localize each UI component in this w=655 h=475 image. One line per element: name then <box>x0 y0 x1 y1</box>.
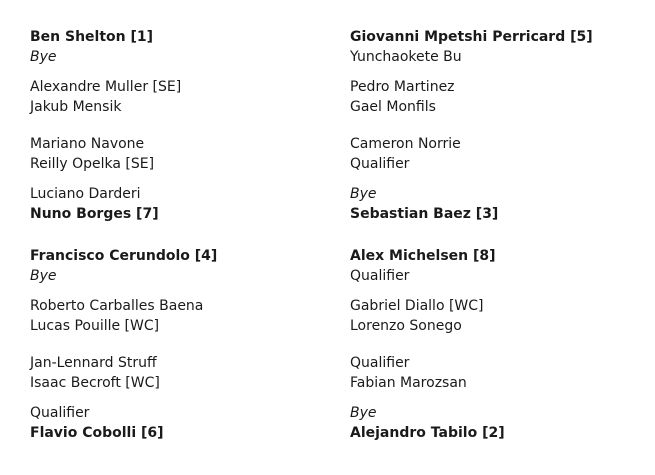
player-name: Qualifier <box>30 405 90 421</box>
player-name: Isaac Becroft [WC] <box>30 375 160 391</box>
player-name: Lucas Pouille [WC] <box>30 318 160 334</box>
player-name: Alejandro Tabilo [2] <box>350 425 505 441</box>
player-name: Jan-Lennard Struff <box>30 355 157 371</box>
match-block <box>350 134 650 174</box>
player-name: Yunchaokete Bu <box>350 49 462 65</box>
player-name: Nuno Borges [7] <box>30 206 159 222</box>
player-name: Bye <box>30 268 57 284</box>
match-block <box>350 27 650 67</box>
match-block <box>30 353 330 393</box>
player-name: Alexandre Muller [SE] <box>30 79 182 95</box>
player-name: Bye <box>30 49 57 65</box>
match-block <box>350 403 650 443</box>
player-name: Reilly Opelka [SE] <box>30 156 155 172</box>
player-name: Pedro Martinez <box>350 79 455 95</box>
player-name: Sebastian Baez [3] <box>350 206 499 222</box>
match-block <box>350 246 650 286</box>
player-name: Bye <box>350 405 377 421</box>
player-name: Gael Monfils <box>350 99 436 115</box>
player-name: Luciano Darderi <box>30 186 141 202</box>
match-block <box>30 246 330 286</box>
player-name: Jakub Mensik <box>30 99 122 115</box>
match-block <box>350 353 650 393</box>
player-name: Flavio Cobolli [6] <box>30 425 164 441</box>
player-name: Lorenzo Sonego <box>350 318 462 334</box>
player-name: Gabriel Diallo [WC] <box>350 298 484 314</box>
player-name: Francisco Cerundolo [4] <box>30 248 218 264</box>
match-block <box>30 27 330 67</box>
player-name: Qualifier <box>350 268 410 284</box>
match-block <box>30 296 330 336</box>
player-name: Giovanni Mpetshi Perricard [5] <box>350 29 593 45</box>
player-name: Mariano Navone <box>30 136 145 152</box>
player-name: Fabian Marozsan <box>350 375 467 391</box>
match-block <box>30 77 330 117</box>
player-name: Qualifier <box>350 355 410 371</box>
match-block <box>30 184 330 224</box>
match-block <box>30 403 330 443</box>
player-name: Ben Shelton [1] <box>30 29 154 45</box>
match-block <box>350 296 650 336</box>
player-name: Qualifier <box>350 156 410 172</box>
match-block <box>350 184 650 224</box>
player-name: Cameron Norrie <box>350 136 461 152</box>
match-block <box>30 134 330 174</box>
match-block <box>350 77 650 117</box>
player-name: Roberto Carballes Baena <box>30 298 204 314</box>
player-name: Alex Michelsen [8] <box>350 248 496 264</box>
player-name: Bye <box>350 186 377 202</box>
